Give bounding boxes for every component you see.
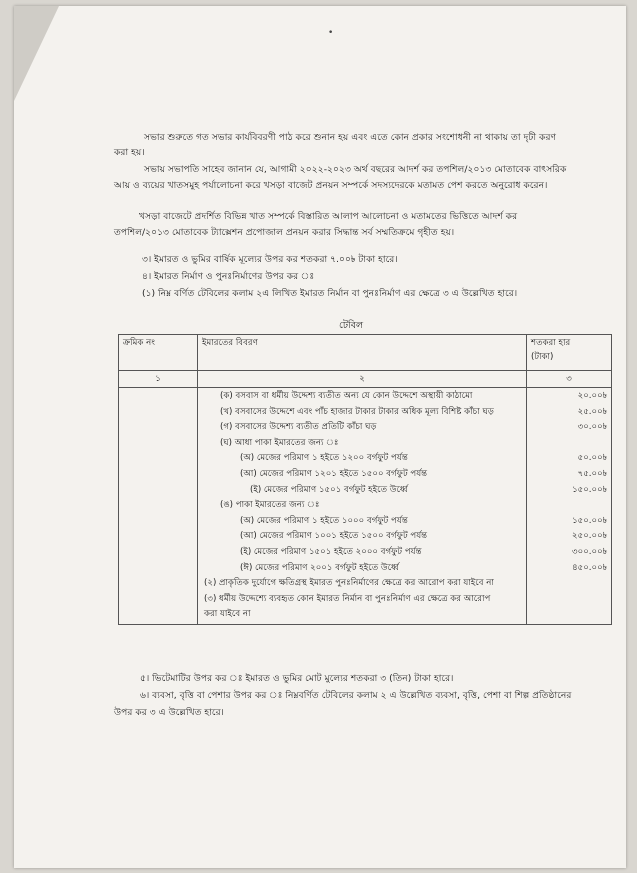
item5: ৫। ভিটেমাটির উপর কর ঃ ইমারত ও ভুমির মোট মুল্যের শতকরা ৩ (তিন) টাকা হারে। bbox=[140, 673, 454, 684]
table-row: (২) প্রাকৃতিক দুর্যোগে ক্ষতিগ্রস্থ ইমারত পুনঃনির্মাণের ক্ষেত্রে কর আরোপ করা যাইবে না bbox=[204, 578, 494, 589]
table-row: (ঘ) আধা পাকা ইমারতের জন্য ঃ bbox=[220, 437, 339, 448]
rate-value: ৩০০.০০৳ bbox=[572, 546, 607, 557]
header-description: ইমারতের বিবরণ bbox=[198, 335, 527, 371]
rate-value: ২৫.০০৳ bbox=[577, 406, 607, 417]
rate-value: ১৫০.০০৳ bbox=[572, 484, 607, 495]
para3-line2: তপশিল/২০১৩ মোতাবেক ট্যাক্সেশন প্রপোজাল প্রনয়ন করার সিদ্ধান্ত সর্ব সম্মতিক্রমে গৃহীত হয়। bbox=[114, 227, 455, 238]
colnum-3: ৩ bbox=[527, 371, 612, 388]
document-page bbox=[14, 6, 626, 868]
table-row: (৩) ধর্মীয় উদ্দেশ্যে ব্যবহৃত কোন ইমারত নির্মান বা পুনঃনির্মাণ এর ক্ষেত্রে কর আরোপ bbox=[204, 593, 491, 604]
item6-line1: ৬। ব্যবসা, বৃত্তি বা পেশার উপর কর ঃ নিম্নবর্ণিত টেবিলের কলাম ২ এ উল্লেখিত ব্যবসা, বৃত্তি, পেশা বা শিল্প প্রতিষ্ঠানের bbox=[140, 690, 572, 701]
rate-value: ২৫০.০০৳ bbox=[572, 531, 607, 542]
table-row: (ঙ) পাকা ইমারতের জন্য ঃ bbox=[220, 500, 320, 511]
rate-value: ১৫০.০০৳ bbox=[572, 515, 607, 526]
table-row: (খ) বসবাসের উদ্দেশে এবং পাঁচ হাজার টাকার টাকার অধিক মূল্য বিশিষ্ট কাঁচা ঘড় bbox=[220, 406, 494, 417]
dot-mark: • bbox=[328, 28, 334, 38]
serial-cell bbox=[119, 388, 198, 625]
table-row: করা যাইবে না bbox=[204, 609, 251, 620]
folded-corner bbox=[14, 6, 59, 101]
rate-value: ৭৫.০০৳ bbox=[577, 468, 607, 479]
table-row: (ক) বসবাস বা ধর্মীয় উদ্দেশ্য ব্যতীত অন্য যে কোন উদ্দেশে অস্থায়ী কাঠামো bbox=[220, 391, 473, 401]
table-row: (অ) মেজের পরিমাণ ১ হইতে ১০০০ বর্গফুট পর্যন্ত bbox=[240, 515, 408, 526]
rate-value: ৫০.০০৳ bbox=[577, 453, 607, 464]
table-row: (ই) মেজের পরিমাণ ১৫০১ বর্গফুট হইতে উর্ধ্বে bbox=[250, 484, 408, 495]
para1-line2: করা হয়। bbox=[114, 147, 145, 158]
description-cell bbox=[198, 388, 527, 625]
header-serial: ক্রমিক নং bbox=[119, 335, 198, 371]
header-rate-line1: শতকরা হার bbox=[531, 338, 571, 348]
colnum-1: ১ bbox=[119, 371, 198, 388]
header-rate bbox=[527, 335, 612, 371]
para3-line1: খসড়া বাজেটে প্রদর্শিত বিভিন্ন খাত সম্পর্কে বিস্তারিত আলাপ আলোচনা ও মতামতের ভিত্তিতে আদর্শ কর bbox=[139, 211, 518, 222]
tax-rate-table bbox=[118, 334, 612, 625]
table-row: (আ) মেজের পরিমাণ ১২০১ হইতে ১৫০০ বর্গফুট পর্যন্ত bbox=[240, 468, 428, 479]
item4: ৪। ইমারত নির্মাণ ও পুনঃনির্মাণের উপর কর ঃ bbox=[142, 271, 315, 282]
item3: ৩। ইমারত ও ভুমির বার্ষিক মূল্যের উপর কর শতকরা ৭.০০৳ টাকা হারে। bbox=[142, 254, 398, 265]
item4-sub1: (১) নিম্ন বর্ণিত টেবিলের কলাম ২এ লিখিত ইমারত নির্মান বা পুনঃনির্মাণ এর ক্ষেত্রে ৩ এ উল্লেখিত হারে। bbox=[142, 288, 518, 299]
table-row: (ই) মেজের পরিমাণ ১৫০১ হইতে ২০০০ বর্গফুট পর্যন্ত bbox=[240, 546, 422, 557]
table-row: (আ) মেজের পরিমাণ ১০০১ হইতে ১৫০০ বর্গফুট পর্যন্ত bbox=[240, 531, 428, 542]
table-row: (গ) বসবাসের উদ্দেশ্য ব্যতীত প্রতিটি কাঁচা ঘড় bbox=[220, 422, 377, 433]
rate-value: ৩০.০০৳ bbox=[577, 422, 607, 433]
table-title: টেবিল bbox=[339, 320, 364, 331]
header-rate-line2: (টাকা) bbox=[531, 352, 554, 362]
rate-value bbox=[531, 498, 607, 514]
table-row: (ঈ) মেজের পরিমাণ ২০০১ বর্গফুট হইতে উর্ধ্বে bbox=[240, 562, 399, 573]
item6-line2: উপর কর ৩ এ উল্লেখিত হারে। bbox=[114, 707, 224, 718]
colnum-2: ২ bbox=[198, 371, 527, 388]
rate-value bbox=[531, 576, 607, 592]
para2-line2: আয় ও ব্যয়ের খাতসমুহ পর্যালোচনা করে খসড়া বাজেট প্রনয়ন সম্পর্কে সদস্যদেরকে মতামত পেশ করতে অনুরোধ করেন। bbox=[114, 180, 548, 191]
rate-cell bbox=[527, 388, 612, 625]
para1-line1: সভার শুরুতে গত সভার কার্যবিবরণী পাঠ করে শুনান হয় এবং এতে কোন প্রকার সংশোধনী না থাকায় তা দৃঢী করণ bbox=[144, 132, 557, 143]
rate-value: ২০.০০৳ bbox=[577, 391, 607, 401]
rate-value bbox=[531, 607, 607, 623]
table-row: (অ) মেজের পরিমাণ ১ হইতে ১২০০ বর্গফুট পর্যন্ত bbox=[240, 453, 408, 464]
rate-value bbox=[531, 436, 607, 452]
rate-value: ৪৫০.০০৳ bbox=[572, 562, 607, 573]
para2-line1: সভায় সভাপতি সাহেব জানান যে, আগামী ২০২২-২০২৩ অর্থ বছরের আদর্শ কর তপশিল/২০১৩ মোতাবেক বাৎসরিক bbox=[144, 164, 567, 175]
rate-value bbox=[531, 592, 607, 608]
